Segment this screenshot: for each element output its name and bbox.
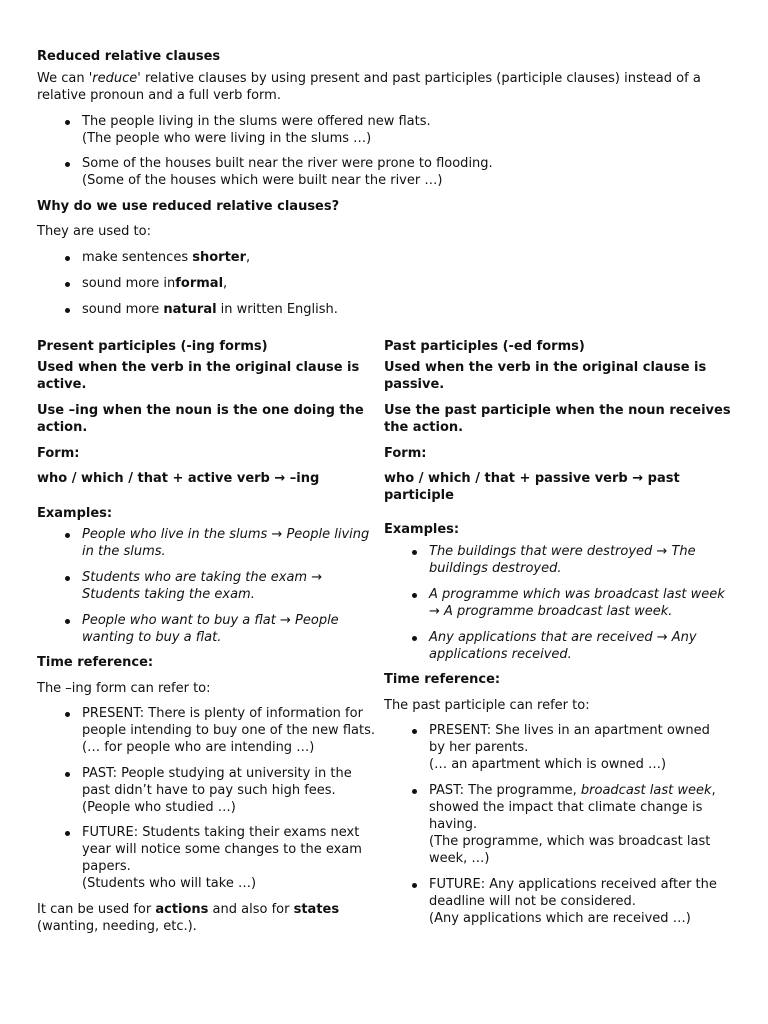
closing-emphasis: states xyxy=(293,902,340,917)
text-line: action. xyxy=(37,420,88,435)
past-example-1 xyxy=(429,543,696,577)
present-time-future xyxy=(82,824,362,892)
bullet-icon xyxy=(65,533,70,538)
intro-text-pre: We can ' xyxy=(37,71,93,86)
text-line: The buildings that were destroyed → The xyxy=(429,544,696,559)
title-text: Reduced relative clauses xyxy=(37,49,221,64)
text-line: the action. xyxy=(384,420,464,435)
time-label-text: Time reference: xyxy=(37,655,154,670)
bullet-icon xyxy=(65,576,70,581)
text-line: (The programme, which was broadcast last xyxy=(429,834,711,849)
time-label-text: Time reference: xyxy=(384,672,501,687)
past-time-label xyxy=(384,671,500,688)
reason-emphasis: formal xyxy=(175,276,224,291)
present-example-2 xyxy=(82,569,322,603)
closing-text-line2: (wanting, needing, etc.). xyxy=(37,919,197,934)
text-line: Any applications that are received → Any xyxy=(429,630,697,645)
bullet-icon xyxy=(65,162,70,167)
text-line: Use –ing when the noun is the one doing the xyxy=(37,403,364,418)
example-paraphrase: (The people who were living in the slums …) xyxy=(82,131,372,146)
form-label-text: Form: xyxy=(37,446,80,461)
intro-text-post: ' relative clauses by using present and past participles (participle clauses) instead of a xyxy=(137,71,701,86)
examples-label-text: Examples: xyxy=(37,506,113,521)
reason-text-post: , xyxy=(223,276,228,291)
bullet-icon xyxy=(412,729,417,734)
closing-text: and also for xyxy=(208,902,294,917)
page-title xyxy=(37,48,220,65)
text-post: , xyxy=(711,783,716,798)
reason-emphasis: natural xyxy=(163,302,217,317)
text-line: active. xyxy=(37,377,87,392)
bullet-icon xyxy=(65,282,70,287)
text-line: People who want to buy a flat → People xyxy=(82,613,339,628)
present-heading xyxy=(37,338,268,355)
past-heading xyxy=(384,338,585,355)
text-line: PAST: People studying at university in the xyxy=(82,766,352,781)
text-emphasis: broadcast last week xyxy=(580,783,712,798)
bullet-icon xyxy=(65,712,70,717)
bullet-icon xyxy=(412,550,417,555)
text-line: having. xyxy=(429,817,478,832)
present-use-rule xyxy=(37,402,364,436)
text-line: A programme which was broadcast last week xyxy=(429,587,725,602)
bullet-icon xyxy=(412,636,417,641)
text-line: week, …) xyxy=(429,851,490,866)
reason-text: make sentences xyxy=(82,250,193,265)
reason-text: sound more xyxy=(82,302,164,317)
present-used-when xyxy=(37,359,359,393)
text-line: (Students who will take …) xyxy=(82,876,257,891)
present-closing xyxy=(37,901,339,935)
bullet-icon xyxy=(412,789,417,794)
text-line: PRESENT: There is plenty of information for xyxy=(82,706,363,721)
text-line: FUTURE: Any applications received after the xyxy=(429,877,717,892)
present-time-label xyxy=(37,654,153,671)
why-lead-text: They are used to: xyxy=(37,224,151,239)
text-line: Students who are taking the exam → xyxy=(82,570,323,585)
form-label-text: Form: xyxy=(384,446,427,461)
closing-emphasis: actions xyxy=(155,902,209,917)
reason-item-formal xyxy=(82,275,227,292)
reason-item-natural xyxy=(82,301,338,318)
bullet-icon xyxy=(65,772,70,777)
example-text: Some of the houses built near the river were prone to flooding. xyxy=(82,156,493,171)
why-heading xyxy=(37,198,339,215)
present-time-past xyxy=(82,765,352,816)
why-heading-text: Why do we use reduced relative clauses? xyxy=(37,199,340,214)
examples-label-text: Examples: xyxy=(384,522,460,537)
intro-paragraph xyxy=(37,70,757,104)
past-time-future xyxy=(429,876,717,927)
past-time-past xyxy=(429,782,716,867)
example-text: The people living in the slums were offered new flats. xyxy=(82,114,431,129)
reason-emphasis: shorter xyxy=(192,250,247,265)
present-example-1 xyxy=(82,526,369,560)
bullet-icon xyxy=(65,619,70,624)
present-time-lead xyxy=(37,680,211,697)
text-line: papers. xyxy=(82,859,131,874)
text-line: (… an apartment which is owned …) xyxy=(429,757,667,772)
form-value-text: who / which / that + active verb → –ing xyxy=(37,471,320,486)
past-example-2 xyxy=(429,586,725,620)
present-time-present xyxy=(82,705,375,756)
text-line: Used when the verb in the original clause is xyxy=(37,360,360,375)
present-example-3 xyxy=(82,612,339,646)
intro-text-line2: relative pronoun and a full verb form. xyxy=(37,88,281,103)
time-lead-text: The –ing form can refer to: xyxy=(37,681,211,696)
text-line: wanting to buy a flat. xyxy=(82,630,222,645)
text-line: participle xyxy=(384,488,454,503)
present-form-label xyxy=(37,445,79,462)
text-line: (People who studied …) xyxy=(82,800,236,815)
past-time-lead xyxy=(384,697,590,714)
text-line: PRESENT: She lives in an apartment owned xyxy=(429,723,710,738)
text-line: by her parents. xyxy=(429,740,529,755)
present-examples-label xyxy=(37,505,112,522)
text-line: PAST: The programme, xyxy=(429,783,581,798)
text-line: People who live in the slums → People living xyxy=(82,527,370,542)
reason-text-post: in written English. xyxy=(216,302,338,317)
why-lead xyxy=(37,223,151,240)
text-line: Students taking the exam. xyxy=(82,587,255,602)
time-lead-text: The past participle can refer to: xyxy=(384,698,590,713)
bullet-icon xyxy=(65,120,70,125)
text-line: deadline will not be considered. xyxy=(429,894,636,909)
text-line: year will notice some changes to the exam xyxy=(82,842,362,857)
past-example-3 xyxy=(429,629,697,663)
text-line: who / which / that + passive verb → past xyxy=(384,471,680,486)
past-form-value xyxy=(384,470,680,504)
present-form-value xyxy=(37,470,319,487)
bullet-icon xyxy=(65,256,70,261)
past-form-label xyxy=(384,445,426,462)
intro-text-emphasis: reduce xyxy=(92,71,138,86)
reason-item-shorter xyxy=(82,249,250,266)
text-line: → A programme broadcast last week. xyxy=(429,604,673,619)
reason-text: sound more in xyxy=(82,276,176,291)
text-line: showed the impact that climate change is xyxy=(429,800,703,815)
text-line: people intending to buy one of the new flats. xyxy=(82,723,375,738)
reason-text-post: , xyxy=(246,250,251,265)
text-line: Used when the verb in the original clause is xyxy=(384,360,707,375)
bullet-icon xyxy=(412,883,417,888)
past-time-present xyxy=(429,722,710,773)
text-line: (… for people who are intending …) xyxy=(82,740,315,755)
past-examples-label xyxy=(384,521,459,538)
text-line: (Any applications which are received …) xyxy=(429,911,691,926)
text-line: buildings destroyed. xyxy=(429,561,562,576)
past-heading-text: Past participles (-ed forms) xyxy=(384,339,585,354)
past-use-rule xyxy=(384,402,731,436)
text-line: FUTURE: Students taking their exams next xyxy=(82,825,360,840)
bullet-icon xyxy=(65,308,70,313)
text-line: in the slums. xyxy=(82,544,166,559)
present-heading-text: Present participles (-ing forms) xyxy=(37,339,268,354)
intro-example-2 xyxy=(82,155,493,189)
past-used-when xyxy=(384,359,706,393)
text-line: applications received. xyxy=(429,647,572,662)
example-paraphrase: (Some of the houses which were built near the river …) xyxy=(82,173,443,188)
text-line: passive. xyxy=(384,377,445,392)
bullet-icon xyxy=(412,593,417,598)
text-line: Use the past participle when the noun receives xyxy=(384,403,731,418)
text-line: past didn’t have to pay such high fees. xyxy=(82,783,336,798)
closing-text: It can be used for xyxy=(37,902,156,917)
bullet-icon xyxy=(65,831,70,836)
intro-example-1 xyxy=(82,113,431,147)
